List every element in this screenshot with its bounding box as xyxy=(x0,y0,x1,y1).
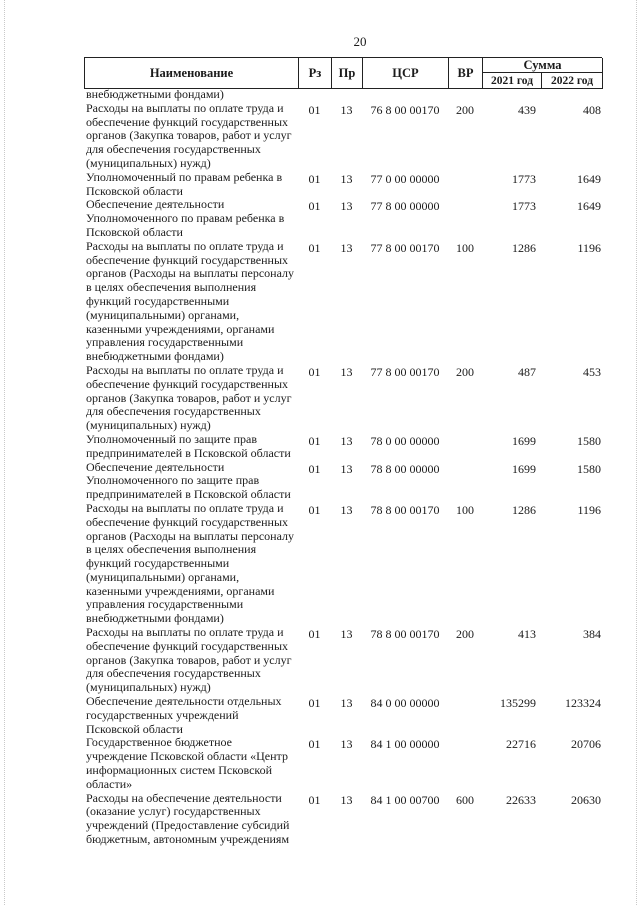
row-amount-2021: 22633 xyxy=(506,792,536,807)
row-name-line: органов (Закупка товаров, работ и услуг xyxy=(86,128,292,143)
row-section-code: 01 xyxy=(308,171,321,186)
row-section-code: 01 xyxy=(308,240,321,255)
row-name-line: органов (Закупка товаров, работ и услуг xyxy=(86,652,292,667)
row-amount-2022: 1580 xyxy=(577,433,601,448)
row-amount-2022: 123324 xyxy=(565,696,601,711)
row-target-article: 84 0 00 00000 xyxy=(370,696,440,711)
header-target-article: ЦСР xyxy=(363,58,449,89)
table-row xyxy=(84,364,602,433)
row-name-line: органов (Расходы на выплаты персоналу xyxy=(86,528,294,543)
row-section-code: 01 xyxy=(308,696,321,711)
row-amount-2022: 20706 xyxy=(571,737,601,752)
row-name-line: Расходы на выплаты по оплате труда и xyxy=(86,238,284,253)
row-name-line: Расходы на выплаты по оплате труда и xyxy=(86,500,284,515)
row-name-line: функций государственными xyxy=(86,556,230,571)
row-expense-type xyxy=(448,736,482,791)
row-name-line: государственных учреждений xyxy=(86,707,239,722)
row-section-code: 01 xyxy=(308,461,321,476)
table-header xyxy=(84,57,602,89)
row-section-code: 01 xyxy=(308,627,321,642)
row-name-line: функций государственными xyxy=(86,293,230,308)
row-amount-2021: 1286 xyxy=(512,240,536,255)
scan-edge-left xyxy=(4,0,5,905)
row-name-line: обеспечение функций государственных xyxy=(86,376,289,391)
row-section-code: 01 xyxy=(308,502,321,517)
row-name-line: Обеспечение деятельности отдельных xyxy=(86,694,282,709)
scan-edge-right xyxy=(636,0,637,905)
row-expense-type xyxy=(448,433,482,461)
row-name xyxy=(84,240,298,364)
row-name-line: обеспечение функций государственных xyxy=(86,114,289,129)
row-name-line: в целях обеспечения выполнения xyxy=(86,280,257,295)
row-name-line: обеспечение функций государственных xyxy=(86,638,289,653)
row-name-line: органов (Закупка товаров, работ и услуг xyxy=(86,390,292,405)
row-amount-2022: 1196 xyxy=(577,240,601,255)
row-amount-2022: 1196 xyxy=(577,502,601,517)
row-expense-type xyxy=(448,198,482,239)
row-name-line: внебюджетными фондами) xyxy=(86,349,224,364)
header-section: Рз xyxy=(299,58,332,89)
row-name-line: Обеспечение деятельности xyxy=(86,459,225,474)
table-row xyxy=(84,736,602,791)
row-name-line: внебюджетными фондами) xyxy=(86,611,224,626)
row-name-line: Уполномоченный по защите прав xyxy=(86,431,257,446)
table-row xyxy=(84,198,602,239)
row-subsection-code: 13 xyxy=(340,696,353,711)
row-name xyxy=(84,736,298,791)
row-target-article: 77 0 00 00000 xyxy=(370,171,440,186)
row-target-article: 78 8 00 00170 xyxy=(370,502,440,517)
table-row xyxy=(84,626,602,695)
row-section-code: 01 xyxy=(308,199,321,214)
row-name-line: Государственное бюджетное xyxy=(86,735,232,750)
row-expense-type xyxy=(448,695,482,736)
row-name-line: (муниципальных) нужд) xyxy=(86,418,211,433)
header-subsection: Пр xyxy=(332,58,363,89)
table-row xyxy=(84,433,602,461)
row-name xyxy=(84,171,298,199)
row-target-article: 84 1 00 00700 xyxy=(370,792,440,807)
row-amount-2022: 1580 xyxy=(577,461,601,476)
row-section-code: 01 xyxy=(308,792,321,807)
row-name-line: управления государственными xyxy=(86,597,244,612)
row-target-article: 78 8 00 00170 xyxy=(370,627,440,642)
row-name xyxy=(84,364,298,433)
table-row xyxy=(84,171,602,199)
row-name-line: Расходы на выплаты по оплате труда и xyxy=(86,362,284,377)
row-name xyxy=(84,88,298,102)
header-sum: Сумма xyxy=(483,58,603,73)
row-section-code xyxy=(298,88,331,102)
row-name xyxy=(84,792,298,847)
table-row xyxy=(84,792,602,847)
row-amount-2021 xyxy=(482,88,541,102)
row-name xyxy=(84,102,298,171)
row-name xyxy=(84,695,298,736)
row-subsection-code: 13 xyxy=(340,737,353,752)
row-section-code: 01 xyxy=(308,364,321,379)
row-amount-2022: 453 xyxy=(583,364,601,379)
row-name-line: (муниципальными) органами, xyxy=(86,569,240,584)
row-name-line: Псковской области xyxy=(86,183,183,198)
row-name-line: внебюджетными фондами) xyxy=(86,87,224,101)
row-section-code: 01 xyxy=(308,102,321,117)
row-amount-2021: 1286 xyxy=(512,502,536,517)
row-expense-type: 100 xyxy=(456,502,474,517)
row-name-line: (муниципальных) нужд) xyxy=(86,680,211,695)
row-subsection-code: 13 xyxy=(340,433,353,448)
row-name-line: органов (Расходы на выплаты персоналу xyxy=(86,266,294,281)
header-name: Наименование xyxy=(85,58,299,89)
row-subsection-code: 13 xyxy=(340,102,353,117)
row-expense-type: 600 xyxy=(456,792,474,807)
row-name-line: предпринимателей в Псковской области xyxy=(86,445,291,460)
row-subsection-code: 13 xyxy=(340,627,353,642)
row-name-line: (муниципальных) нужд) xyxy=(86,155,211,170)
table-row xyxy=(84,240,602,364)
row-amount-2022 xyxy=(541,88,602,102)
row-name-line: Уполномоченного по защите прав xyxy=(86,473,260,488)
row-subsection-code: 13 xyxy=(340,171,353,186)
row-target-article: 84 1 00 00000 xyxy=(370,737,440,752)
row-subsection-code: 13 xyxy=(340,792,353,807)
row-name-line: обеспечение функций государственных xyxy=(86,252,289,267)
row-expense-type: 100 xyxy=(456,240,474,255)
row-amount-2021: 1773 xyxy=(512,199,536,214)
row-target-article: 78 8 00 00000 xyxy=(370,461,440,476)
row-name-line: Расходы на обеспечение деятельности xyxy=(86,790,282,805)
row-amount-2021: 135299 xyxy=(500,696,536,711)
row-name-line: Обеспечение деятельности xyxy=(86,197,225,212)
row-name-line: Уполномоченный по правам ребенка в xyxy=(86,169,283,184)
row-subsection-code: 13 xyxy=(340,461,353,476)
row-target-article xyxy=(362,88,448,102)
row-amount-2021: 1773 xyxy=(512,171,536,186)
row-amount-2022: 20630 xyxy=(571,792,601,807)
row-expense-type: 200 xyxy=(456,102,474,117)
row-name-line: Уполномоченного по правам ребенка в xyxy=(86,211,285,226)
row-name-line: области» xyxy=(86,776,133,791)
row-amount-2021: 413 xyxy=(518,627,536,642)
table-row xyxy=(84,461,602,502)
row-name-line: для обеспечения государственных xyxy=(86,404,261,419)
row-name-line: предпринимателей в Псковской области xyxy=(86,487,291,502)
row-amount-2022: 1649 xyxy=(577,199,601,214)
row-amount-2021: 22716 xyxy=(506,737,536,752)
row-name-line: бюджетным, автономным учреждениям xyxy=(86,832,290,847)
row-name-line: Расходы на выплаты по оплате труда и xyxy=(86,100,284,115)
row-name-line: Псковской области xyxy=(86,224,183,239)
row-name-line: управления государственными xyxy=(86,335,244,350)
row-name-line: в целях обеспечения выполнения xyxy=(86,542,257,557)
row-name-line: казенными учреждениями, органами xyxy=(86,583,275,598)
row-subsection-code: 13 xyxy=(340,199,353,214)
row-target-article: 77 8 00 00170 xyxy=(370,240,440,255)
row-section-code: 01 xyxy=(308,737,321,752)
row-name-line: для обеспечения государственных xyxy=(86,666,261,681)
row-amount-2021: 1699 xyxy=(512,433,536,448)
row-name-line: (оказание услуг) государственных xyxy=(86,804,261,819)
row-expense-type: 200 xyxy=(456,627,474,642)
row-name xyxy=(84,461,298,502)
row-target-article: 76 8 00 00170 xyxy=(370,102,440,117)
row-name xyxy=(84,433,298,461)
header-expense-type: ВР xyxy=(449,58,483,89)
row-amount-2021: 1699 xyxy=(512,461,536,476)
row-expense-type xyxy=(448,461,482,502)
row-amount-2022: 384 xyxy=(583,627,601,642)
row-name-line: информационных систем Псковской xyxy=(86,763,273,778)
table-row xyxy=(84,695,602,736)
row-name-line: Расходы на выплаты по оплате труда и xyxy=(86,625,284,640)
row-expense-type xyxy=(448,171,482,199)
row-subsection-code xyxy=(331,88,362,102)
header-year-2021: 2021 год xyxy=(483,73,542,89)
row-name-line: обеспечение функций государственных xyxy=(86,514,289,529)
row-name-line: учреждений (Предоставление субсидий xyxy=(86,818,290,833)
row-amount-2021: 487 xyxy=(518,364,536,379)
row-expense-type: 200 xyxy=(456,364,474,379)
row-expense-type xyxy=(448,88,482,102)
row-amount-2022: 408 xyxy=(583,102,601,117)
header-year-2022: 2022 год xyxy=(542,73,603,89)
row-name-line: Псковской области xyxy=(86,721,183,736)
table-row xyxy=(84,88,602,102)
row-name-line: (муниципальными) органами, xyxy=(86,307,240,322)
table-body xyxy=(84,88,602,847)
row-section-code: 01 xyxy=(308,433,321,448)
row-amount-2021: 439 xyxy=(518,102,536,117)
row-subsection-code: 13 xyxy=(340,240,353,255)
table-row xyxy=(84,102,602,171)
row-target-article: 77 8 00 00170 xyxy=(370,364,440,379)
row-name xyxy=(84,626,298,695)
row-amount-2022: 1649 xyxy=(577,171,601,186)
row-subsection-code: 13 xyxy=(340,364,353,379)
row-target-article: 78 0 00 00000 xyxy=(370,433,440,448)
row-target-article: 77 8 00 00000 xyxy=(370,199,440,214)
row-name xyxy=(84,198,298,239)
row-name-line: учреждение Псковской области «Центр xyxy=(86,749,288,764)
row-name-line: для обеспечения государственных xyxy=(86,142,261,157)
table-row xyxy=(84,502,602,626)
row-subsection-code: 13 xyxy=(340,502,353,517)
row-name xyxy=(84,502,298,626)
row-name-line: казенными учреждениями, органами xyxy=(86,321,275,336)
page-number: 20 xyxy=(353,34,367,49)
